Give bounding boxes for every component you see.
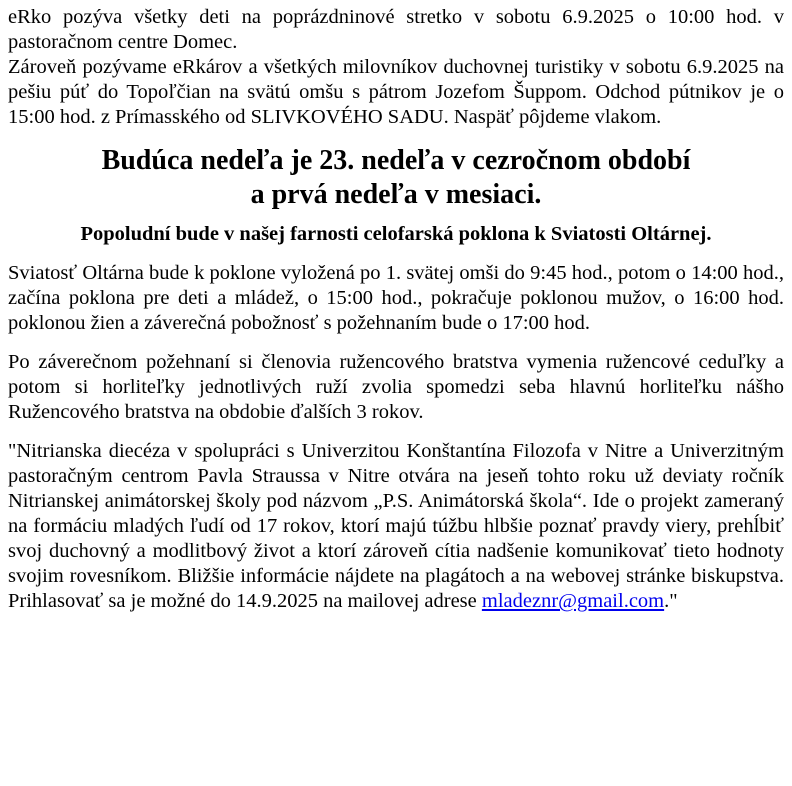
sunday-heading-line2: a prvá nedeľa v mesiaci. [250,179,542,210]
adoration-subheading: Popoludní bude v našej farnosti celofarská poklona k Sviatosti Oltárnej. [80,223,712,245]
animator-school-paragraph [8,439,784,614]
meeting-announcement: eRko pozýva všetky deti na poprázdninové stretko v sobotu 6.9.2025 o 10:00 hod. v pastoračnom centre Domec. [8,6,784,53]
sunday-heading-line1: Budúca nedeľa je 23. nedeľa v cezročnom období [101,145,691,176]
animator-school-closing: ." [664,590,678,612]
email-link[interactable]: mladeznr@gmail.com [481,590,665,612]
sunday-heading [8,144,784,212]
pilgrimage-announcement: Zároveň pozývame eRkárov a všetkých milovníkov duchovnej turistiky v sobotu 6.9.2025 na pešiu púť do Topoľčian na svätú omšu s pátrom Jozefom Šuppom. Odchod pútnikov je o 15:00 hod. z Prímasského od SLIVKOVÉHO SADU. Naspäť pôjdeme vlakom. [8,56,784,128]
animator-school-text: "Nitrianska diecéza v spolupráci s Univerzitou Konštantína Filozofa v Nitre a Univerzitným pastoračným centrom Pavla Straussa v Nitre otvára na jeseň tohto roku už deviaty ročník Nitrianskej animátorskej školy pod názvom „P.S. Animátorská škola“. Ide o projekt zameraný na formáciu mladých ľudí od 17 rokov, ktorí majú túžbu hlbšie poznať pravdy viery, prehĺbiť svoj duchovný a modlitbový život a ktorí zároveň cítia nadšenie komunikovať tieto hodnoty svojim rovesníkom. Bližšie informácie nájdete na plagátoch a na webovej stránke biskupstva. Prihlasovať sa je možné do 14.9.2025 na mailovej adrese [8,440,784,612]
adoration-schedule-paragraph: Sviatosť Oltárna bude k poklone vyložená po 1. svätej omši do 9:45 hod., potom o 14:00 hod., začína poklona pre deti a mládež, o 15:00 hod., pokračuje poklonou mužov, o 16:00 hod. poklonou žien a záverečná pobožnosť s požehnaním bude o 17:00 hod. [8,262,784,334]
rosary-paragraph: Po záverečnom požehnaní si členovia ružencového bratstva vymenia ružencové ceduľky a potom si horliteľky jednotlivých ruží zvolia spomedzi seba hlavnú horliteľku nášho Ružencového bratstva na obdobie ďalších 3 rokov. [8,351,784,423]
